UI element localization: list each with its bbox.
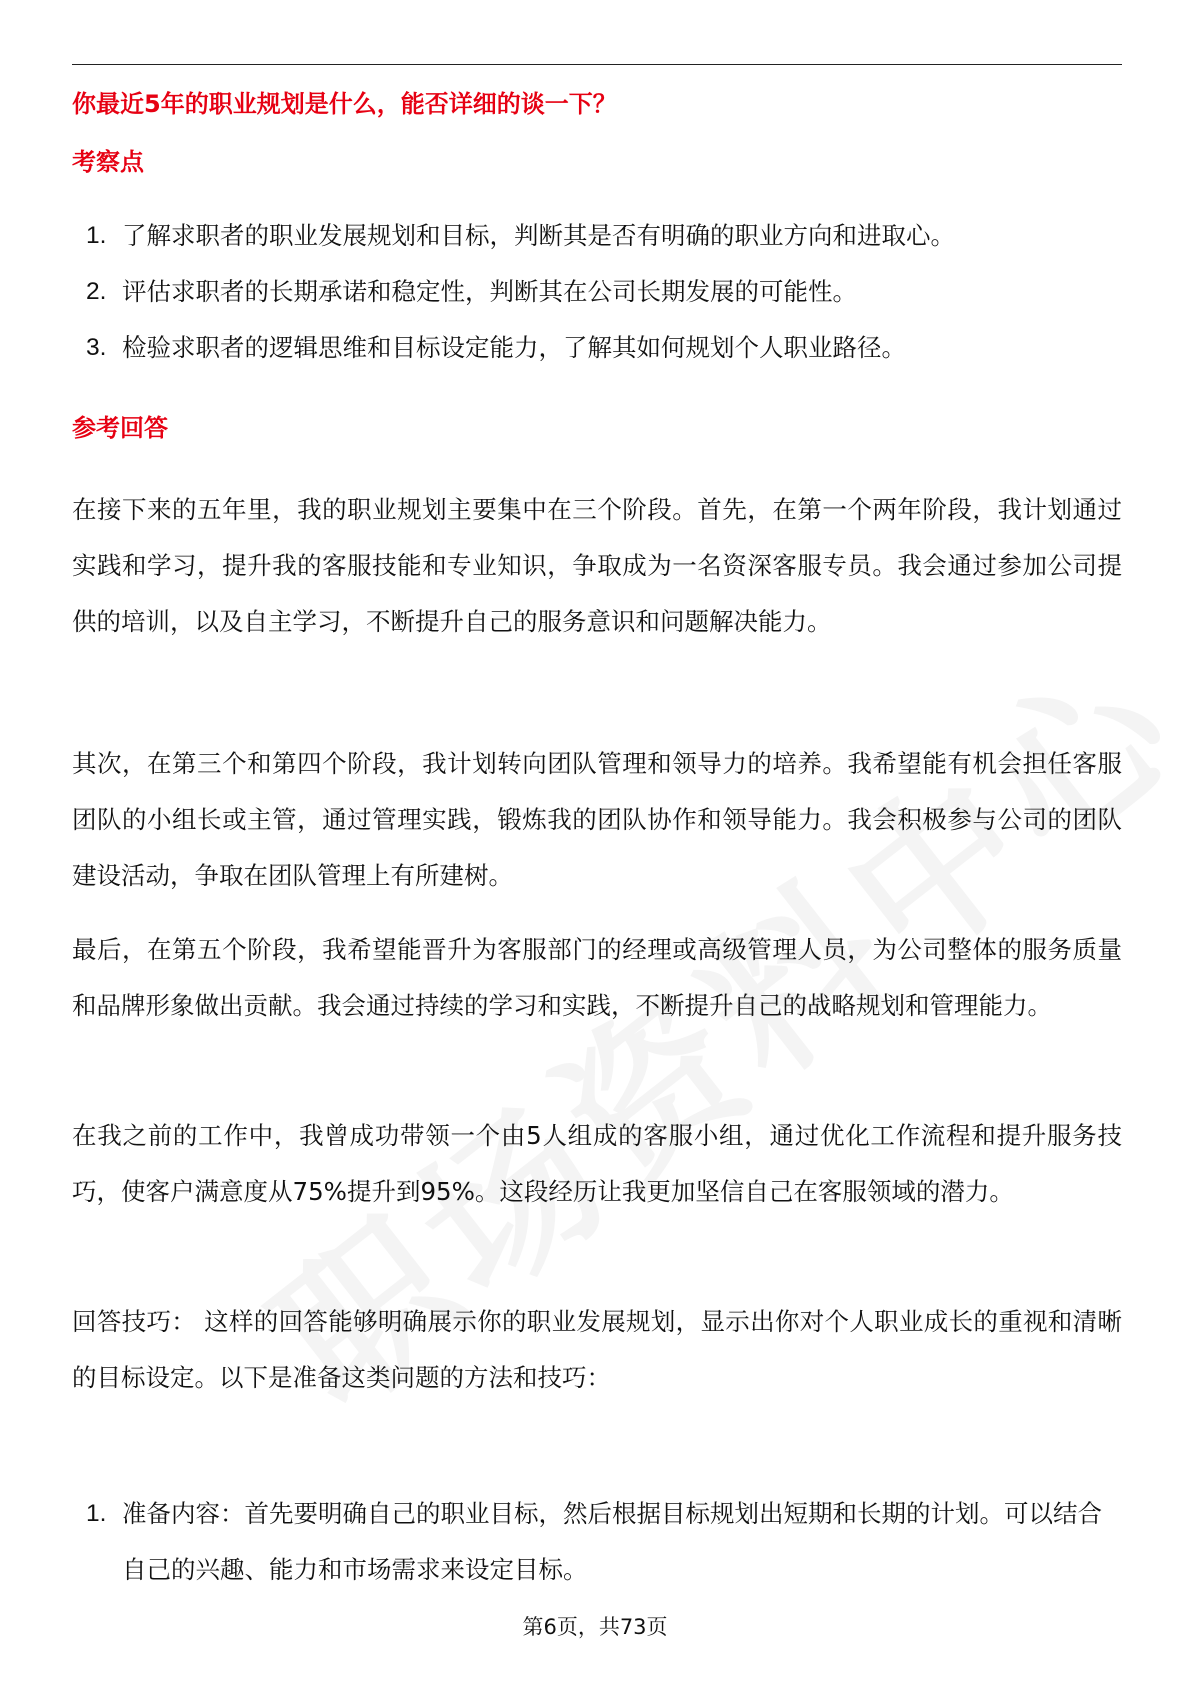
- top-divider: [72, 64, 1122, 65]
- points-list: [72, 218, 1122, 386]
- list-number: 2.: [86, 278, 107, 305]
- list-item: [72, 1486, 1122, 1598]
- list-number: 3.: [86, 334, 107, 361]
- answer-paragraph: 在我之前的工作中，我曾成功带领一个由5人组成的客服小组，通过优化工作流程和提升服务技巧，使客户满意度从75%提升到95%。这段经历让我更加坚信自己在客服领域的潜力。: [72, 1121, 1122, 1206]
- list-item: [72, 330, 1122, 386]
- list-item-text: 评估求职者的长期承诺和稳定性，判断其在公司长期发展的可能性。: [122, 277, 857, 306]
- tips-intro-paragraph: 回答技巧： 这样的回答能够明确展示你的职业发展规划，显示出你对个人职业成长的重视和清晰的目标设定。以下是准备这类问题的方法和技巧：: [72, 1307, 1122, 1392]
- page-footer: 第6页，共73页: [522, 1615, 668, 1639]
- tips-list: [72, 1486, 1122, 1598]
- answer-paragraph: 其次，在第三个和第四个阶段，我计划转向团队管理和领导力的培养。我希望能有机会担任客服团队的小组长或主管，通过管理实践，锻炼我的团队协作和领导能力。我会积极参与公司的团队建设活动，争取在团队管理上有所建树。: [72, 749, 1122, 890]
- points-heading: 考察点: [72, 148, 144, 176]
- list-item: [72, 274, 1122, 330]
- answer-paragraph: 在接下来的五年里，我的职业规划主要集中在三个阶段。首先，在第一个两年阶段，我计划通过实践和学习，提升我的客服技能和专业知识，争取成为一名资深客服专员。我会通过参加公司提供的培训，以及自主学习，不断提升自己的服务意识和问题解决能力。: [72, 495, 1122, 636]
- list-item-text: 检验求职者的逻辑思维和目标设定能力，了解其如何规划个人职业路径。: [122, 333, 906, 362]
- list-item-text: 准备内容：首先要明确自己的职业目标，然后根据目标规划出短期和长期的计划。可以结合自己的兴趣、能力和市场需求来设定目标。: [122, 1499, 1102, 1584]
- document-page: [72, 0, 1122, 1684]
- question-title: 你最近5年的职业规划是什么，能否详细的谈一下？: [72, 90, 617, 118]
- list-item-text: 了解求职者的职业发展规划和目标，判断其是否有明确的职业方向和进取心。: [122, 221, 955, 250]
- list-item: [72, 218, 1122, 274]
- answer-heading: 参考回答: [72, 414, 168, 442]
- list-number: 1.: [86, 1500, 107, 1527]
- answer-paragraph: 最后，在第五个阶段，我希望能晋升为客服部门的经理或高级管理人员，为公司整体的服务质量和品牌形象做出贡献。我会通过持续的学习和实践，不断提升自己的战略规划和管理能力。: [72, 935, 1122, 1020]
- list-number: 1.: [86, 222, 107, 249]
